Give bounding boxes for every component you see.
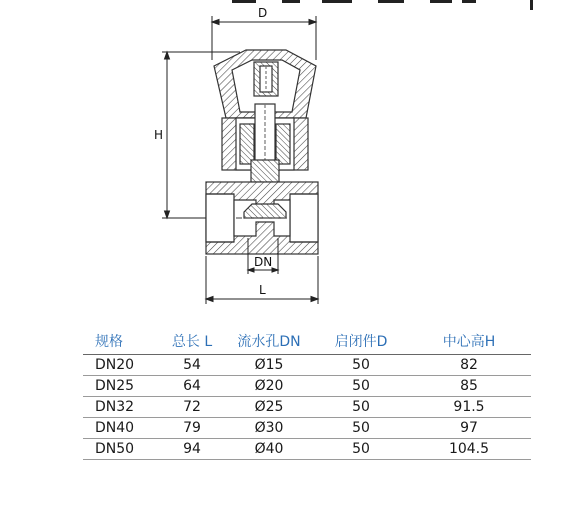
- table-row: [83, 418, 531, 439]
- header-spec: 规格: [83, 328, 161, 355]
- table-row: [83, 355, 531, 376]
- cell-closure-d: 50: [315, 418, 407, 439]
- cell-center-height: 97: [407, 418, 531, 439]
- cell-closure-d: 50: [315, 397, 407, 418]
- label-l: L: [259, 283, 266, 297]
- cell-closure-d: 50: [315, 376, 407, 397]
- cell-center-height: 85: [407, 376, 531, 397]
- cell-closure-d: 50: [315, 439, 407, 460]
- header-closure-d: 启闭件D: [315, 328, 407, 355]
- label-d: D: [258, 6, 268, 20]
- cell-center-height: 104.5: [407, 439, 531, 460]
- cell-length: 94: [161, 439, 223, 460]
- label-dn: DN: [254, 255, 273, 269]
- header-flow-hole: 流水孔DN: [223, 328, 315, 355]
- spec-table: [83, 328, 531, 460]
- cell-spec: DN32: [83, 397, 161, 418]
- cell-flow-hole: Ø15: [223, 355, 315, 376]
- valve-body: [206, 182, 318, 254]
- cell-flow-hole: Ø20: [223, 376, 315, 397]
- cell-length: 64: [161, 376, 223, 397]
- cell-spec: DN40: [83, 418, 161, 439]
- cell-center-height: 82: [407, 355, 531, 376]
- header-length: 总长 L: [161, 328, 223, 355]
- cropped-header-fragment: [232, 0, 533, 10]
- table-row: [83, 397, 531, 418]
- cell-flow-hole: Ø25: [223, 397, 315, 418]
- header-center-height: 中心高H: [407, 328, 531, 355]
- table-row: [83, 376, 531, 397]
- label-h: H: [154, 128, 164, 142]
- cell-length: 79: [161, 418, 223, 439]
- cell-flow-hole: Ø40: [223, 439, 315, 460]
- cell-length: 54: [161, 355, 223, 376]
- cell-spec: DN50: [83, 439, 161, 460]
- cell-spec: DN20: [83, 355, 161, 376]
- spec-table-header-row: [83, 328, 531, 355]
- cell-spec: DN25: [83, 376, 161, 397]
- cell-flow-hole: Ø30: [223, 418, 315, 439]
- cell-closure-d: 50: [315, 355, 407, 376]
- cell-length: 72: [161, 397, 223, 418]
- table-row: [83, 439, 531, 460]
- cell-center-height: 91.5: [407, 397, 531, 418]
